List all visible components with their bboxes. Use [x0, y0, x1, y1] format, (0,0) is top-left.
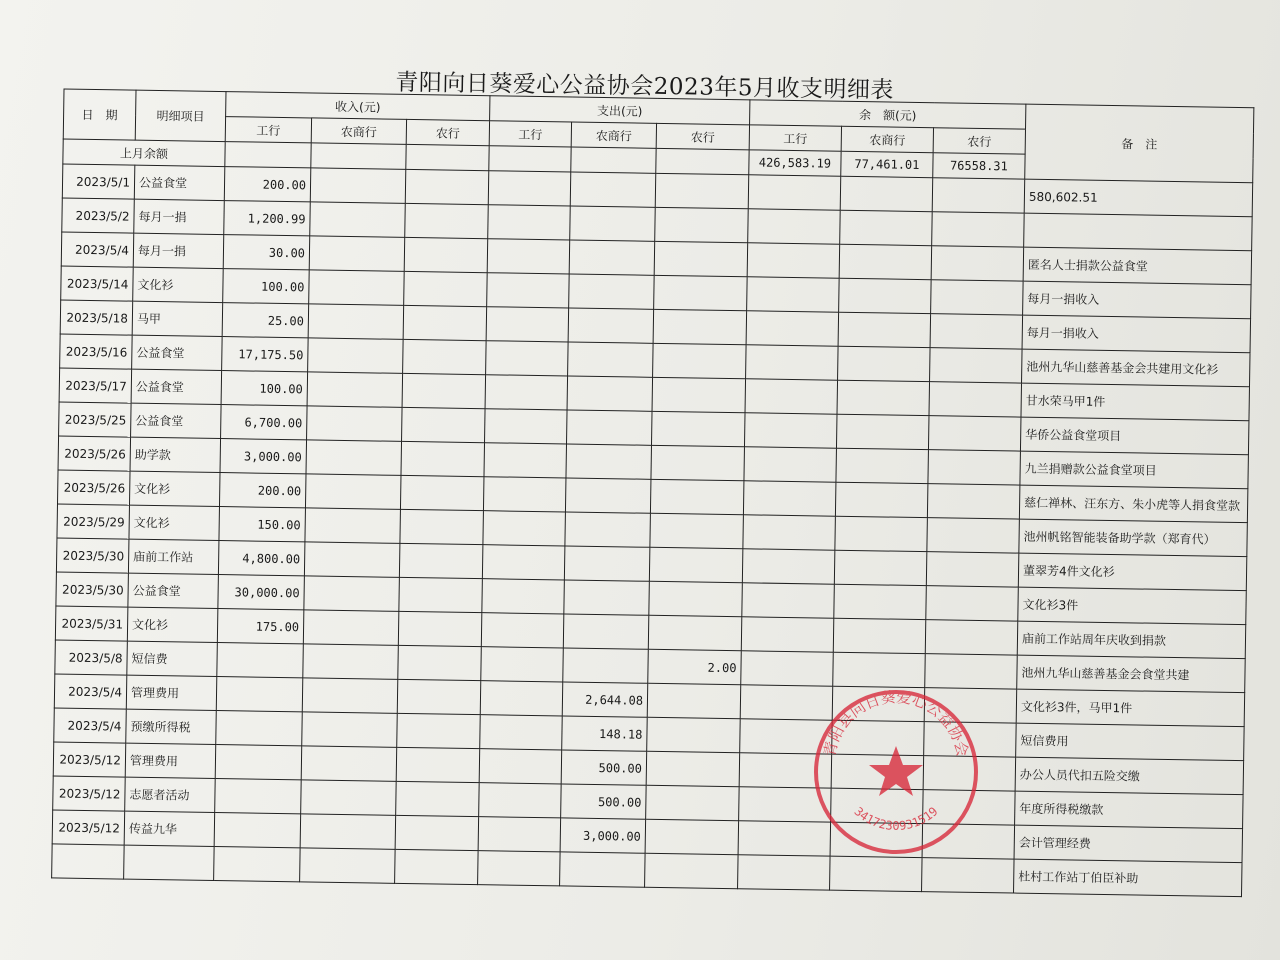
row-income-nh — [397, 679, 481, 714]
row-expense-nh — [654, 275, 748, 310]
row-income-nsh — [304, 576, 400, 611]
row-expense-nh — [655, 173, 749, 208]
row-balance-nh — [931, 280, 1024, 315]
row-balance-nsh — [840, 176, 933, 211]
row-balance-nsh — [834, 584, 927, 619]
header-note: 备 注 — [1025, 104, 1254, 183]
row-expense-nsh — [563, 648, 649, 683]
carry-balance-nsh: 77,461.01 — [841, 151, 933, 177]
row-balance-nh — [925, 620, 1018, 655]
row-balance-nsh — [835, 516, 928, 551]
row-expense-nsh — [565, 512, 651, 547]
row-item: 管理费用 — [125, 743, 216, 778]
row-income-gh: 25.00 — [222, 303, 309, 338]
seal-code: 3417230931519 — [851, 804, 941, 833]
row-date: 2023/5/4 — [54, 674, 127, 709]
row-expense-nh — [649, 581, 743, 616]
row-note: 文化衫3件 — [1018, 587, 1247, 625]
row-balance-nsh — [836, 414, 929, 449]
seal-arc-text: 青阳县向日葵爱心公益协会 — [820, 688, 972, 759]
row-income-nsh — [308, 338, 404, 373]
row-expense-gh — [478, 851, 561, 886]
row-date: 2023/5/12 — [52, 810, 125, 845]
row-income-gh — [216, 677, 303, 712]
row-item: 每月一捐 — [134, 199, 225, 234]
row-income-nsh — [301, 746, 397, 781]
row-income-nsh — [302, 678, 398, 713]
row-expense-gh — [485, 409, 568, 444]
row-expense-nsh — [568, 308, 654, 343]
row-expense-gh — [486, 341, 569, 376]
row-income-nh — [395, 815, 479, 850]
row-balance-gh — [745, 379, 838, 414]
row-balance-nh — [922, 858, 1015, 893]
row-balance-gh — [741, 651, 834, 686]
header-item: 明细项目 — [135, 90, 226, 141]
row-income-nsh — [303, 644, 399, 679]
row-item: 文化衫 — [129, 471, 220, 506]
row-income-nsh — [307, 372, 403, 407]
row-date: 2023/5/18 — [60, 300, 133, 335]
row-income-nsh — [300, 814, 396, 849]
row-balance-nsh — [839, 278, 932, 313]
row-income-nh — [403, 305, 487, 340]
row-expense-nh — [645, 819, 739, 854]
carry-over-label: 上月余额 — [63, 139, 225, 167]
row-income-nh — [400, 475, 484, 510]
header-income-gh: 工行 — [225, 117, 311, 143]
header-balance-nh: 农行 — [933, 128, 1025, 154]
row-balance-nsh — [838, 312, 931, 347]
row-balance-gh — [747, 277, 840, 312]
row-income-nh — [396, 747, 480, 782]
row-expense-nsh — [567, 376, 653, 411]
row-expense-nsh — [563, 614, 649, 649]
row-balance-nh — [926, 552, 1019, 587]
official-seal — [812, 688, 980, 856]
row-expense-gh — [482, 545, 565, 580]
row-income-gh — [217, 643, 304, 678]
row-date: 2023/5/29 — [57, 504, 130, 539]
row-income-nh — [405, 203, 489, 238]
row-income-nh — [404, 271, 488, 306]
row-date: 2023/5/4 — [61, 232, 134, 267]
row-note: 慈仁禅林、汪东方、朱小虎等人捐食堂款 — [1019, 485, 1248, 523]
row-expense-nsh: 500.00 — [561, 784, 647, 819]
row-balance-nh — [929, 382, 1022, 417]
row-item: 文化衫 — [129, 505, 220, 540]
row-income-gh — [214, 812, 301, 847]
row-date: 2023/5/12 — [53, 742, 126, 777]
row-balance-nsh — [836, 448, 929, 483]
row-expense-nsh — [570, 172, 656, 207]
row-balance-gh — [748, 209, 841, 244]
row-balance-nh — [927, 484, 1020, 519]
row-income-nh — [402, 407, 486, 442]
row-item — [124, 845, 215, 880]
row-income-nh — [397, 713, 481, 748]
header-balance: 余 额(元) — [750, 100, 1026, 129]
row-income-nh — [402, 373, 486, 408]
row-expense-nh — [653, 309, 747, 344]
row-balance-nh — [926, 586, 1019, 621]
row-balance-nsh — [833, 618, 926, 653]
row-balance-nh — [928, 450, 1021, 485]
row-expense-nsh — [564, 546, 650, 581]
row-expense-gh — [478, 817, 561, 852]
row-item: 每月一捐 — [133, 233, 224, 268]
row-balance-nsh — [830, 856, 923, 891]
row-income-gh: 6,700.00 — [221, 405, 308, 440]
row-expense-gh — [480, 681, 563, 716]
row-balance-nh — [930, 348, 1023, 383]
row-balance-nsh — [838, 346, 931, 381]
row-expense-nh — [653, 343, 747, 378]
row-date: 2023/5/8 — [55, 640, 128, 675]
row-note: 甘水荣马甲1件 — [1021, 383, 1250, 421]
row-item: 公益食堂 — [131, 403, 222, 438]
row-income-nh — [400, 509, 484, 544]
document-title: 青阳向日葵爱心公益协会2023年5月收支明细表 — [395, 69, 895, 104]
row-income-nh — [395, 849, 479, 884]
header-expense-nh: 农行 — [656, 123, 749, 149]
row-expense-nh — [650, 479, 744, 514]
row-income-nh — [396, 781, 480, 816]
row-item: 短信费 — [127, 641, 218, 676]
row-item: 预缴所得税 — [126, 709, 217, 744]
row-item: 管理费用 — [126, 675, 217, 710]
row-balance-gh — [743, 515, 836, 550]
row-item: 公益食堂 — [134, 165, 225, 200]
row-income-nsh — [309, 270, 405, 305]
row-expense-nh — [647, 717, 741, 752]
row-balance-nsh — [834, 550, 927, 585]
row-item: 庙前工作站 — [128, 539, 219, 574]
row-income-gh: 4,800.00 — [218, 541, 305, 576]
row-income-gh: 100.00 — [223, 269, 310, 304]
row-date: 2023/5/4 — [54, 708, 127, 743]
row-income-gh — [214, 846, 301, 881]
row-note: 匿名人士捐款公益食堂 — [1023, 247, 1252, 285]
row-income-nsh — [310, 168, 406, 203]
row-expense-nh — [648, 615, 742, 650]
row-expense-gh — [483, 477, 566, 512]
row-expense-gh — [481, 647, 564, 682]
row-expense-nsh — [567, 410, 653, 445]
row-expense-nh — [651, 411, 745, 446]
row-balance-nsh — [839, 244, 932, 279]
row-income-gh: 200.00 — [219, 473, 306, 508]
row-item: 志愿者活动 — [125, 777, 216, 812]
row-income-nh — [399, 543, 483, 578]
row-note: 文化衫3件，马甲1件 — [1016, 689, 1245, 727]
row-income-nh — [401, 441, 485, 476]
row-note: 会计管理经费 — [1014, 825, 1243, 863]
ledger-body — [52, 164, 1253, 897]
row-note: 池州九华山慈善基金会共建用文化衫 — [1022, 349, 1251, 387]
row-income-gh: 3,000.00 — [220, 439, 307, 474]
row-balance-gh — [742, 549, 835, 584]
row-note: 杜村工作站丁伯臣补助 — [1014, 859, 1243, 897]
row-expense-nsh — [568, 342, 654, 377]
row-note: 每月一捐收入 — [1022, 315, 1251, 353]
row-expense-gh — [488, 171, 571, 206]
row-balance-gh — [741, 617, 834, 652]
row-date: 2023/5/16 — [60, 334, 133, 369]
row-item: 公益食堂 — [128, 573, 219, 608]
row-date: 2023/5/31 — [55, 606, 128, 641]
document-sheet — [17, 58, 1260, 897]
row-expense-gh — [482, 579, 565, 614]
row-income-nsh — [301, 780, 397, 815]
header-income: 收入(元) — [226, 92, 490, 121]
row-expense-nsh — [564, 580, 650, 615]
row-item: 助学款 — [130, 437, 221, 472]
row-income-nsh — [306, 440, 402, 475]
row-balance-gh — [748, 175, 841, 210]
row-income-nsh — [300, 848, 396, 883]
row-note: 580,602.51 — [1024, 179, 1253, 217]
row-item: 文化衫 — [133, 267, 224, 302]
row-expense-nh — [645, 853, 739, 888]
row-income-nh — [404, 237, 488, 272]
row-date: 2023/5/30 — [56, 538, 129, 573]
row-expense-nsh — [560, 852, 646, 887]
row-note: 董翠芳4件文化衫 — [1018, 553, 1247, 591]
row-income-nsh — [308, 304, 404, 339]
header-income-nh: 农行 — [406, 119, 489, 145]
row-item: 传益九华 — [124, 811, 215, 846]
row-expense-nsh — [566, 444, 652, 479]
row-expense-nsh — [569, 274, 655, 309]
seal-star-icon — [869, 746, 923, 796]
row-expense-nsh — [570, 206, 656, 241]
row-balance-nh — [925, 654, 1018, 689]
row-note: 池州九华山慈善基金会食堂共建 — [1017, 655, 1246, 693]
row-expense-gh — [485, 375, 568, 410]
row-expense-nh — [655, 207, 749, 242]
row-expense-nh — [646, 751, 740, 786]
row-date: 2023/5/14 — [61, 266, 134, 301]
row-income-gh: 100.00 — [221, 371, 308, 406]
row-expense-gh — [481, 613, 564, 648]
row-income-gh — [216, 711, 303, 746]
row-expense-nh: 2.00 — [648, 649, 742, 684]
row-expense-nsh: 148.18 — [562, 716, 648, 751]
row-expense-gh — [483, 511, 566, 546]
row-balance-nsh — [833, 652, 926, 687]
row-income-gh: 17,175.50 — [222, 337, 309, 372]
row-date: 2023/5/26 — [57, 470, 130, 505]
row-balance-nh — [931, 246, 1024, 281]
row-note: 年度所得税缴款 — [1015, 791, 1244, 829]
row-income-nh — [405, 169, 489, 204]
row-note: 短信费用 — [1016, 723, 1245, 761]
row-balance-gh — [744, 413, 837, 448]
row-date — [52, 844, 125, 879]
row-expense-gh — [484, 443, 567, 478]
row-income-nsh — [305, 474, 401, 509]
row-expense-gh — [479, 783, 562, 818]
row-expense-gh — [486, 307, 569, 342]
row-note: 池州帆铭智能装备助学款（郑育代） — [1019, 519, 1248, 557]
row-income-nsh — [303, 610, 399, 645]
row-income-nh — [398, 645, 482, 680]
row-note: 华侨公益食堂项目 — [1020, 417, 1249, 455]
row-expense-gh — [487, 273, 570, 308]
ledger-table — [51, 89, 1254, 898]
row-income-gh: 1,200.99 — [224, 201, 311, 236]
row-date: 2023/5/26 — [58, 436, 131, 471]
header-balance-nsh: 农商行 — [841, 126, 933, 152]
row-income-nh — [399, 577, 483, 612]
row-expense-nh — [652, 377, 746, 412]
carry-balance-nh: 76558.31 — [933, 153, 1025, 179]
row-expense-nsh: 2,644.08 — [562, 682, 648, 717]
row-item: 公益食堂 — [131, 369, 222, 404]
row-note: 庙前工作站周年庆收到捐款 — [1017, 621, 1246, 659]
row-balance-nh — [930, 314, 1023, 349]
row-income-gh — [215, 778, 302, 813]
row-balance-nsh — [835, 482, 928, 517]
row-income-nsh — [305, 508, 401, 543]
row-balance-nsh — [840, 210, 933, 245]
header-income-nsh: 农商行 — [311, 118, 406, 144]
row-income-nsh — [309, 236, 405, 271]
header-date: 日 期 — [63, 89, 136, 140]
row-expense-gh — [488, 205, 571, 240]
row-item: 文化衫 — [127, 607, 218, 642]
row-expense-nsh — [565, 478, 651, 513]
row-expense-gh — [480, 715, 563, 750]
row-expense-nh — [647, 683, 741, 718]
row-note — [1024, 213, 1253, 251]
row-income-nsh — [304, 542, 400, 577]
row-date: 2023/5/12 — [53, 776, 126, 811]
row-income-gh: 150.00 — [219, 507, 306, 542]
row-note: 办公人员代扣五险交缴 — [1015, 757, 1244, 795]
row-balance-nh — [932, 178, 1025, 213]
row-balance-gh — [742, 583, 835, 618]
header-expense: 支出(元) — [490, 96, 750, 125]
row-date: 2023/5/25 — [59, 402, 132, 437]
row-balance-gh — [746, 345, 839, 380]
row-expense-nsh — [569, 240, 655, 275]
row-income-nsh — [302, 712, 398, 747]
row-income-gh: 30,000.00 — [218, 575, 305, 610]
row-item: 马甲 — [132, 301, 223, 336]
row-income-nh — [403, 339, 487, 374]
row-income-nh — [398, 611, 482, 646]
row-income-nsh — [310, 202, 406, 237]
row-balance-gh — [744, 447, 837, 482]
row-date: 2023/5/17 — [59, 368, 132, 403]
row-expense-nh — [651, 445, 745, 480]
row-expense-nh — [649, 547, 743, 582]
header-expense-gh: 工行 — [489, 121, 571, 147]
row-balance-gh — [738, 855, 831, 890]
row-expense-nh — [650, 513, 744, 548]
row-balance-nh — [927, 518, 1020, 553]
row-balance-gh — [746, 311, 839, 346]
row-expense-nh — [646, 785, 740, 820]
row-item: 公益食堂 — [132, 335, 223, 370]
carry-balance-gh: 426,583.19 — [749, 150, 841, 176]
row-expense-nsh: 3,000.00 — [560, 818, 646, 853]
row-note: 九兰捐赠款公益食堂项目 — [1020, 451, 1249, 489]
row-expense-nh — [654, 241, 748, 276]
row-balance-gh — [747, 243, 840, 278]
row-balance-gh — [743, 481, 836, 516]
row-expense-gh — [487, 239, 570, 274]
row-date: 2023/5/1 — [62, 164, 135, 199]
row-income-gh: 30.00 — [223, 235, 310, 270]
row-note: 每月一捐收入 — [1023, 281, 1252, 319]
header-balance-gh: 工行 — [749, 125, 841, 151]
row-date: 2023/5/30 — [56, 572, 129, 607]
row-income-gh — [215, 745, 302, 780]
row-expense-nsh: 500.00 — [561, 750, 647, 785]
row-date: 2023/5/2 — [62, 198, 135, 233]
header-expense-nsh: 农商行 — [571, 122, 656, 148]
row-income-gh: 175.00 — [217, 609, 304, 644]
row-balance-nh — [932, 212, 1025, 247]
row-income-gh: 200.00 — [224, 167, 311, 202]
row-income-nsh — [307, 406, 403, 441]
row-expense-gh — [479, 749, 562, 784]
row-balance-nsh — [837, 380, 930, 415]
row-balance-nh — [928, 416, 1021, 451]
